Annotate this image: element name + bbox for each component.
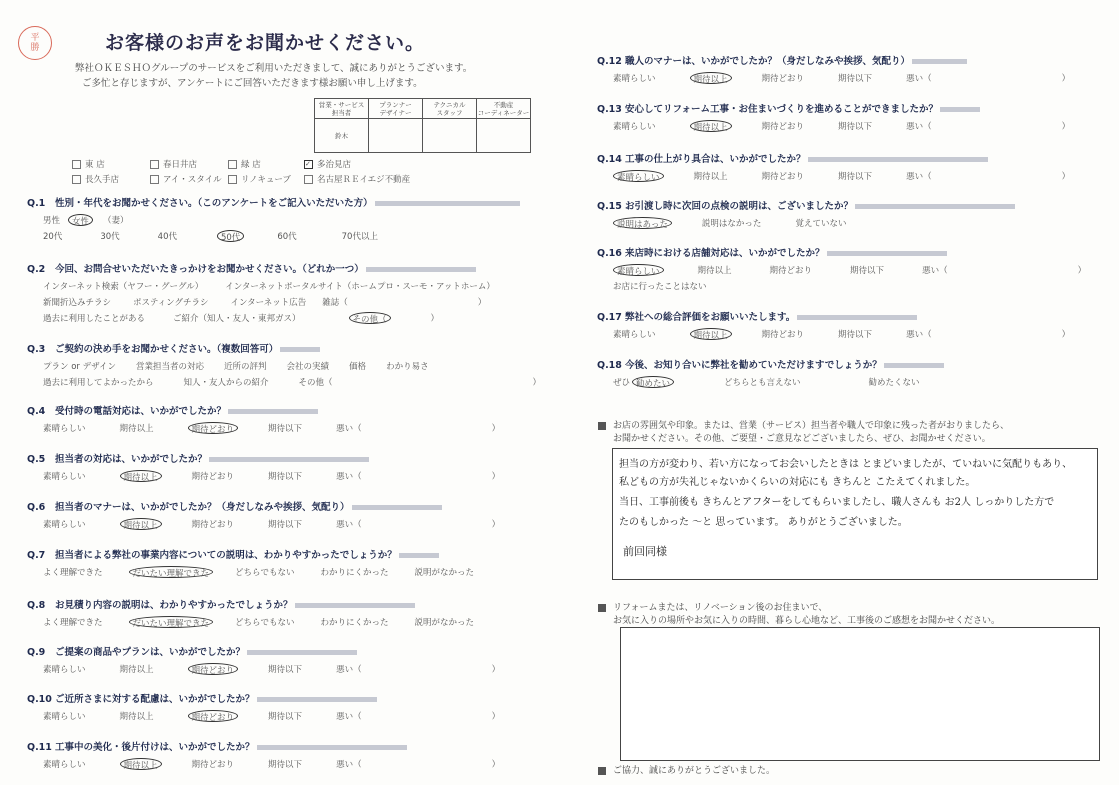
answer-option[interactable]: 期待以下 [268, 712, 303, 722]
question-number: Q.6 [27, 502, 46, 513]
question-q11 [27, 741, 500, 770]
question-q17 [597, 311, 1070, 340]
seal-char: 勝 [30, 43, 40, 53]
answer-option[interactable]: 期待以下 [268, 760, 303, 770]
answer-option[interactable]: 期待以下 [838, 74, 873, 84]
checkbox-icon[interactable] [150, 175, 159, 184]
option-row [27, 376, 541, 388]
question-number: Q.15 [597, 201, 622, 212]
store-option[interactable] [304, 173, 424, 185]
option-row [27, 470, 500, 482]
answer-option[interactable]: ） [1077, 266, 1087, 276]
store-label: リノキューブ [241, 175, 291, 185]
answer-option[interactable]: よく理解できた [43, 618, 103, 628]
answer-option[interactable]: わかりにくかった [320, 568, 389, 578]
answer-option[interactable]: 説明がなかった [414, 618, 474, 628]
option-row [27, 758, 500, 770]
staff-header: 営業・サービス 担当者 [315, 99, 369, 119]
option-row [597, 328, 1070, 340]
answer-option[interactable]: 価格 [349, 362, 367, 372]
answer-option[interactable]: 期待以上 [119, 712, 154, 722]
question-q14 [597, 153, 1070, 182]
answer-option[interactable]: 期待以下 [268, 520, 303, 530]
answer-option-selected[interactable]: 勧めたい [632, 376, 674, 388]
highlight-bar [912, 59, 967, 64]
question-heading [597, 247, 1086, 260]
answer-option[interactable]: よく理解できた [43, 568, 103, 578]
intro-line: 弊社ＯＫＥＳＨＯグループのサービスをご利用いただきまして、誠にありがとうございます。 [75, 63, 473, 74]
question-text: 担当者のマナーは、いかがでしたか？（身だしなみや挨拶、気配り） [55, 502, 350, 513]
answer-option[interactable]: 過去に利用したことがある [43, 314, 146, 324]
highlight-bar [940, 107, 980, 112]
answer-option[interactable]: 勧めたくない [868, 378, 920, 388]
highlight-bar [280, 347, 320, 352]
option-row [27, 360, 541, 372]
store-label: アイ・スタイル [163, 175, 222, 185]
answer-option[interactable]: 期待以上 [119, 424, 154, 434]
option-row [27, 422, 500, 434]
answer-option[interactable]: 期待以下 [268, 424, 303, 434]
answer-option[interactable]: ） [1061, 172, 1071, 182]
question-q7 [27, 549, 474, 578]
answer-option[interactable]: 期待以下 [268, 665, 303, 675]
answer-option[interactable]: 期待以下 [838, 122, 873, 132]
staff-header: プランナー デザイナー [369, 99, 423, 119]
question-heading [597, 55, 1070, 68]
option-row [27, 663, 500, 675]
answer-option-selected[interactable]: 期待以上 [690, 120, 732, 132]
answer-option[interactable]: 期待以上 [697, 266, 732, 276]
option-row [597, 376, 944, 388]
question-number: Q.1 [27, 198, 46, 209]
question-q5 [27, 453, 500, 482]
answer-option[interactable]: ） [1061, 122, 1071, 132]
answer-option-selected[interactable]: 期待どおり [188, 422, 239, 434]
highlight-bar [209, 457, 369, 462]
question-q8 [27, 599, 474, 628]
answer-option[interactable]: 20代 [43, 232, 63, 242]
answer-option[interactable]: ぜひ [613, 378, 631, 388]
answer-option[interactable]: 30代 [100, 232, 120, 242]
store-label: 緑 店 [241, 160, 261, 170]
answer-option[interactable]: 悪い（ [336, 520, 362, 530]
answer-option[interactable]: ポスティングチラシ [133, 298, 209, 308]
highlight-bar [257, 745, 407, 750]
answer-option[interactable]: 期待どおり [761, 74, 805, 84]
answer-option-selected[interactable]: 女性 [68, 214, 93, 226]
highlight-bar [827, 251, 947, 256]
answer-option[interactable]: 素晴らしい [43, 472, 86, 482]
question-heading [27, 693, 500, 706]
question-q4 [27, 405, 500, 434]
question-heading [597, 153, 1070, 166]
option-row [597, 120, 1070, 132]
answer-option[interactable]: 期待どおり [769, 266, 813, 276]
question-heading [27, 549, 474, 562]
answer-option[interactable]: ） [430, 314, 440, 324]
answer-option[interactable]: 悪い（ [922, 266, 948, 276]
answer-option[interactable]: 覚えていない [795, 219, 847, 229]
highlight-bar [257, 697, 377, 702]
answer-option[interactable]: 期待以上 [693, 172, 728, 182]
question-q9 [27, 646, 500, 675]
square-bullet-icon [598, 604, 606, 612]
question-text: ご近所さまに対する配慮は、いかがでしたか？ [55, 694, 255, 705]
question-heading [597, 311, 1070, 324]
answer-option[interactable]: お店に行ったことはない [613, 282, 707, 292]
answer-option[interactable]: ご紹介（知人・友人・東邦ガス） [173, 314, 301, 324]
question-q10 [27, 693, 500, 722]
answer-option-selected[interactable]: その他（ [349, 312, 391, 324]
question-q12 [597, 55, 1070, 84]
option-row [27, 566, 474, 578]
answer-option[interactable]: ） [491, 424, 501, 434]
question-heading [597, 359, 944, 372]
question-number: Q.4 [27, 406, 46, 417]
question-text: 今回、お問合せいただいたきっかけをお聞かせください。（どれか一つ） [55, 264, 364, 275]
checkbox-icon[interactable] [228, 175, 237, 184]
question-text: 工事中の美化・後片付けは、いかがでしたか？ [55, 742, 255, 753]
handwritten-line: たのもしかった ～と 思っています。 ありがとうございました。 [619, 517, 908, 528]
staff-header: テクニカル スタッフ [423, 99, 477, 119]
question-number: Q.16 [597, 248, 622, 259]
store-label: 長久手店 [85, 175, 120, 185]
answer-option[interactable]: 期待どおり [191, 472, 235, 482]
checked-checkbox-icon[interactable]: ✓ [304, 160, 313, 169]
answer-option[interactable]: 説明はなかった [701, 219, 762, 229]
handwritten-line: 前回同様 [623, 545, 667, 558]
question-q16 [597, 247, 1086, 292]
answer-option-selected[interactable]: 50代 [217, 230, 244, 242]
answer-option[interactable]: 悪い（ [906, 122, 932, 132]
question-number: Q.18 [597, 360, 622, 371]
store-option[interactable] [228, 173, 304, 185]
answer-option-selected[interactable]: 期待どおり [188, 663, 239, 675]
answer-option-selected[interactable]: 期待以上 [120, 758, 162, 770]
handwritten-line: 担当の方が変わり、若い方になってお会いしたときは とまどいましたが、ていねいに気配りもあり、 [619, 459, 1073, 470]
question-heading [27, 453, 500, 466]
highlight-bar [808, 157, 988, 162]
hanko-seal [18, 26, 52, 60]
question-heading [27, 599, 474, 612]
option-row [27, 616, 474, 628]
staff-header: 不動産 コーディネーター [477, 100, 530, 117]
highlight-bar [797, 315, 917, 320]
answer-option[interactable]: 素晴らしい [43, 712, 86, 722]
option-row [597, 170, 1070, 182]
answer-option[interactable]: ） [491, 760, 501, 770]
question-number: Q.13 [597, 104, 622, 115]
answer-option[interactable]: 悪い（ [336, 712, 362, 722]
answer-option-selected[interactable]: だいたい理解できた [129, 616, 214, 628]
answer-option[interactable]: 近所の評判 [224, 362, 267, 372]
question-text: ご契約の決め手をお聞かせください。（複数回答可） [55, 344, 279, 355]
answer-option-selected[interactable]: 素晴らしい [613, 170, 664, 182]
staff-cell [423, 119, 477, 153]
question-q3 [27, 343, 541, 388]
highlight-bar [366, 267, 476, 272]
question-text: 来店時における店舗対応は、いかがでしたか？ [625, 248, 825, 259]
option-row [27, 280, 495, 292]
answer-option[interactable]: ） [1061, 330, 1071, 340]
store-option[interactable] [150, 158, 228, 170]
question-text: 担当者の対応は、いかがでしたか？ [55, 454, 208, 465]
answer-option[interactable]: 素晴らしい [43, 665, 86, 675]
option-row [27, 312, 495, 324]
handwritten-line: 当日、工事前後も きちんとアフターをしてもらいましたし、職人さんも お2人 しっかりした方で [619, 497, 1055, 508]
question-q2 [27, 263, 495, 324]
option-row [27, 518, 500, 530]
highlight-bar [352, 505, 442, 510]
answer-option[interactable]: その他（ [298, 378, 333, 388]
answer-option[interactable]: 悪い（ [336, 472, 362, 482]
answer-option-selected[interactable]: 期待以上 [120, 470, 162, 482]
answer-option[interactable]: ） [532, 378, 542, 388]
store-label: 名古屋ＲＥイエジ不動産 [317, 175, 411, 185]
answer-option[interactable]: 期待どおり [761, 122, 805, 132]
sales-staff-name: 鈴木 [315, 119, 369, 153]
comment1-question: お店の雰囲気や印象。または、営業（サービス）担当者や職人で印象に残った者がおりましたら、 お聞かせください。その他、ご要望・ご意見などございましたら、ぜひ、お聞かせください。 [598, 420, 1009, 446]
question-number: Q.7 [27, 550, 46, 561]
option-row [27, 296, 495, 308]
highlight-bar [228, 409, 318, 414]
question-number: Q.11 [27, 742, 52, 753]
answer-option[interactable]: ） [1061, 74, 1071, 84]
answer-option[interactable]: インターネットポータルサイト（ホームプロ・スーモ・アットホーム） [225, 282, 495, 292]
comment2-answer-box[interactable] [620, 627, 1100, 761]
checkbox-icon[interactable] [150, 160, 159, 169]
answer-option[interactable]: 期待どおり [191, 760, 235, 770]
answer-option[interactable]: プラン or デザイン [43, 362, 117, 372]
answer-option[interactable]: 素晴らしい [43, 520, 86, 530]
question-text: 性別・年代をお聞かせください。（このアンケートをご記入いただいた方） [55, 198, 373, 209]
answer-option[interactable]: 知人・友人からの紹介 [183, 378, 269, 388]
answer-option[interactable]: わかりにくかった [320, 618, 389, 628]
square-bullet-icon [598, 422, 606, 430]
answer-option[interactable]: 期待以上 [119, 665, 154, 675]
answer-option-selected[interactable]: 期待以上 [690, 328, 732, 340]
answer-option[interactable]: （妻） [103, 216, 129, 226]
checkbox-icon[interactable] [228, 160, 237, 169]
answer-option-selected[interactable]: 期待以上 [690, 72, 732, 84]
answer-option[interactable]: 説明がなかった [414, 568, 474, 578]
answer-option[interactable]: どちらでもない [235, 618, 295, 628]
question-q1 [27, 197, 520, 242]
staff-table [314, 98, 531, 153]
answer-option[interactable]: 新聞折込みチラシ [43, 298, 112, 308]
question-q6 [27, 501, 500, 530]
checkbox-icon[interactable] [72, 175, 81, 184]
question-number: Q.2 [27, 264, 46, 275]
answer-option[interactable]: 期待以下 [838, 172, 873, 182]
question-number: Q.14 [597, 154, 622, 165]
square-bullet-icon [598, 767, 606, 775]
answer-option[interactable]: 40代 [157, 232, 177, 242]
store-label: 東 店 [85, 160, 105, 170]
answer-option[interactable]: 男性 [43, 216, 61, 226]
page-title: お客様のお声をお聞かせください。 [105, 32, 426, 54]
answer-option[interactable]: インターネット広告 [230, 298, 307, 308]
answer-option[interactable]: 70代以上 [341, 232, 378, 242]
answer-option[interactable]: ） [491, 665, 501, 675]
question-text: お見積り内容の説明は、わかりやすかったでしょうか？ [55, 600, 293, 611]
staff-cell [369, 119, 423, 153]
answer-option[interactable]: 期待どおり [761, 330, 805, 340]
highlight-bar [247, 650, 357, 655]
answer-option[interactable]: インターネット検索（ヤフー・グーグル） [43, 282, 204, 292]
answer-option-selected[interactable]: 説明はあった [613, 217, 672, 229]
highlight-bar [295, 603, 415, 608]
checkbox-icon[interactable] [72, 160, 81, 169]
question-number: Q.9 [27, 647, 46, 658]
question-heading [27, 197, 520, 210]
answer-option[interactable]: 悪い（ [336, 424, 362, 434]
question-text: 今後、お知り合いに弊社を勧めていただけますでしょうか？ [625, 360, 882, 371]
answer-option[interactable]: 雑誌（ [322, 298, 348, 308]
question-number: Q.12 [597, 56, 622, 67]
question-heading [27, 263, 495, 276]
answer-option[interactable]: ） [491, 472, 501, 482]
highlight-bar [399, 553, 439, 558]
question-heading [27, 343, 541, 356]
option-row [597, 280, 1086, 292]
answer-option[interactable]: 悪い（ [906, 74, 932, 84]
answer-option[interactable]: ） [491, 712, 501, 722]
highlight-bar [855, 204, 1015, 209]
answer-option[interactable]: 悪い（ [336, 760, 362, 770]
question-heading [597, 103, 1070, 116]
store-checklist [72, 158, 424, 185]
question-heading [27, 501, 500, 514]
question-number: Q.17 [597, 312, 622, 323]
option-row [27, 230, 520, 242]
answer-option[interactable]: 期待以下 [850, 266, 885, 276]
answer-option[interactable]: 期待どおり [761, 172, 805, 182]
question-number: Q.5 [27, 454, 46, 465]
staff-cell [477, 119, 531, 153]
answer-option[interactable]: わかり易さ [386, 362, 429, 372]
option-row [597, 264, 1086, 276]
question-q13 [597, 103, 1070, 132]
answer-option[interactable]: 過去に利用してよかったから [43, 378, 154, 388]
question-text: 工事の仕上がり具合は、いかがでしたか？ [625, 154, 806, 165]
answer-option-selected[interactable]: 期待以上 [120, 518, 162, 530]
answer-option-selected[interactable]: だいたい理解できた [129, 566, 214, 578]
store-option[interactable] [72, 173, 150, 185]
question-heading [27, 646, 500, 659]
highlight-bar [884, 363, 944, 368]
answer-option[interactable]: 素晴らしい [613, 74, 656, 84]
question-text: 弊社への総合評価をお願いいたします。 [625, 312, 796, 323]
answer-option[interactable]: 期待以下 [268, 472, 303, 482]
comment1-answer-box[interactable] [612, 448, 1098, 580]
answer-option[interactable]: 素晴らしい [613, 122, 656, 132]
question-number: Q.3 [27, 344, 46, 355]
store-label: 多治見店 [317, 160, 352, 170]
question-q18 [597, 359, 944, 388]
store-label: 春日井店 [163, 160, 198, 170]
store-option[interactable] [72, 158, 150, 170]
store-option[interactable] [150, 173, 228, 185]
store-option[interactable] [228, 158, 304, 170]
answer-option-selected[interactable]: 期待どおり [188, 710, 239, 722]
checkbox-icon[interactable] [304, 175, 313, 184]
answer-option[interactable]: 期待以下 [838, 330, 873, 340]
answer-option[interactable]: 素晴らしい [613, 330, 656, 340]
answer-option[interactable]: 期待どおり [191, 520, 235, 530]
handwritten-line: 私どもの方が失礼じゃないかくらいの対応にも きちんと こたえてくれました。 [619, 477, 976, 488]
footer-thanks: ご協力、誠にありがとうございました。 [598, 765, 775, 778]
question-text: 職人のマナーは、いかがでしたか？（身だしなみや挨拶、気配り） [625, 56, 911, 67]
question-text: お引渡し時に次回の点検の説明は、ございましたか？ [625, 201, 854, 212]
question-text: 安心してリフォーム工事・お住まいづくりを進めることができましたか？ [625, 104, 939, 115]
answer-option[interactable]: 悪い（ [336, 665, 362, 675]
comment2-question: リフォームまたは、リノベーション後のお住まいで、 お気に入りの場所やお気に入りの時間、暮らし心地など、工事後のご感想をお聞かせください。 [598, 602, 1000, 628]
answer-option[interactable]: 悪い（ [906, 330, 932, 340]
answer-option[interactable]: 60代 [277, 232, 297, 242]
answer-option-selected[interactable]: 素晴らしい [613, 264, 664, 276]
answer-option[interactable]: ） [491, 520, 501, 530]
option-row [27, 214, 520, 226]
option-row [597, 72, 1070, 84]
store-option[interactable] [304, 158, 424, 170]
intro-line: ご多忙と存じますが、アンケートにご回答いただきます様お願い申し上げます。 [82, 78, 423, 89]
question-heading [27, 405, 500, 418]
highlight-bar [375, 201, 520, 206]
answer-option[interactable]: どちらとも言えない [724, 378, 801, 388]
answer-option[interactable]: 素晴らしい [43, 760, 86, 770]
question-text: 受付時の電話対応は、いかがでしたか？ [55, 406, 227, 417]
answer-option[interactable]: 悪い（ [906, 172, 932, 182]
question-number: Q.10 [27, 694, 52, 705]
seal-char: 平 [30, 33, 40, 43]
question-q15 [597, 200, 1015, 229]
question-number: Q.8 [27, 600, 46, 611]
question-heading [27, 741, 500, 754]
option-row [597, 217, 1015, 229]
answer-option[interactable]: 営業担当者の対応 [136, 362, 205, 372]
answer-option[interactable]: ） [477, 298, 487, 308]
answer-option[interactable]: どちらでもない [235, 568, 295, 578]
question-heading [597, 200, 1015, 213]
question-text: 担当者による弊社の事業内容についての説明は、わかりやすかったでしょうか？ [55, 550, 397, 561]
question-text: ご提案の商品やプランは、いかがでしたか？ [55, 647, 246, 658]
answer-option[interactable]: 素晴らしい [43, 424, 86, 434]
answer-option[interactable]: 会社の実績 [286, 362, 330, 372]
option-row [27, 710, 500, 722]
